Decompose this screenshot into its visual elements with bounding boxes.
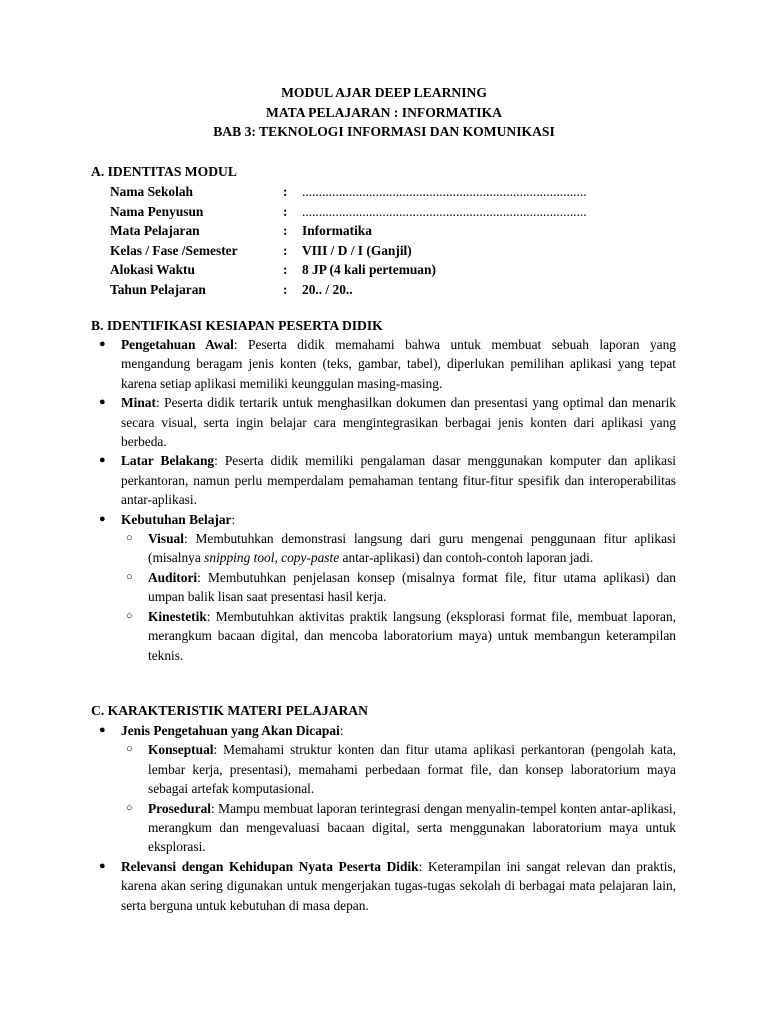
section-b-list	[99, 335, 676, 665]
document-header	[0, 83, 768, 142]
row-label: Nama Penyusun	[110, 203, 204, 219]
circle-bullet-icon: ○	[126, 570, 133, 583]
item-label: Pengetahuan Awal	[121, 337, 234, 352]
item-text: : Memahami struktur konten dan fitur utama aplikasi perkantoran (pengolah kata, lembar kerja, presentasi), memahami perbedaan format file, dan konsep laboratorium maya sebagai artefak komputasional.	[148, 742, 676, 797]
row-value: Informatika	[302, 223, 372, 238]
item-text: : Peserta didik memiliki pengalaman dasar menggunakan komputer dan aplikasi perkantoran, namun perlu memperdalam pemahaman tentang fitur-fitur spesifik dan interoperabilitas antar-aplikasi.	[121, 453, 676, 508]
bullet-icon: ●	[99, 454, 106, 467]
item-text: : Membutuhkan aktivitas praktik langsung (eksplorasi format file, membuat laporan, merangkum bacaan digital, dan mencoba laboratorium maya) untuk membangun keterampilan teknis.	[148, 608, 676, 663]
header-title: MODUL AJAR DEEP LEARNING	[281, 85, 487, 100]
section-c-list	[99, 721, 676, 915]
list-item-jenis	[99, 721, 676, 740]
section-c-title: C. KARAKTERISTIK MATERI PELAJARAN	[91, 703, 368, 718]
item-label: Jenis Pengetahuan yang Akan Dicapai	[121, 723, 340, 738]
item-text: antar-aplikasi) dan contoh-contoh laporan jadi.	[339, 550, 594, 566]
item-label: Kinestetik	[148, 608, 207, 624]
bullet-icon: ●	[99, 396, 106, 409]
bullet-icon: ●	[99, 512, 106, 525]
row-value: VIII / D / I (Ganjil)	[302, 242, 412, 258]
header-chapter: BAB 3: TEKNOLOGI INFORMASI DAN KOMUNIKASI	[213, 124, 555, 139]
row-value: .....................................................................................	[302, 203, 587, 219]
row-colon: :	[283, 223, 288, 238]
item-label: Visual	[148, 531, 184, 547]
bullet-icon: ●	[99, 724, 106, 736]
item-label: Konseptual	[148, 742, 214, 758]
item-text: : Membutuhkan penjelasan konsep (misalnya format file, fitur utama aplikasi) dan umpan balik lisan saat presentasi hasil kerja.	[148, 569, 676, 605]
sub-item-konseptual	[126, 740, 676, 798]
item-label: Prosedural	[148, 800, 211, 816]
row-label: Nama Sekolah	[110, 184, 193, 199]
bullet-icon: ●	[99, 338, 106, 350]
item-text: :	[231, 511, 236, 527]
row-colon: :	[283, 184, 288, 199]
list-item-kebutuhan	[99, 510, 676, 529]
sub-item-visual	[126, 529, 676, 568]
list-item-pengetahuan	[99, 335, 676, 393]
row-value: 20.. / 20..	[302, 281, 353, 297]
bullet-icon: ●	[99, 859, 106, 872]
list-item-latar	[99, 451, 676, 509]
circle-bullet-icon: ○	[126, 801, 133, 814]
item-text: : Keterampilan ini sangat relevan dan praktis, karena akan sering digunakan untuk mengerjakan tugas-tugas sekolah di berbagai mata pelajaran lain, serta berguna untuk kebutuhan di masa depan.	[121, 858, 676, 913]
row-colon: :	[283, 262, 288, 277]
list-item-relevansi	[99, 857, 676, 915]
circle-bullet-icon: ○	[126, 609, 133, 622]
item-text: : Mampu membuat laporan terintegrasi dengan menyalin-tempel konten antar-aplikasi, merangkum dan mengevaluasi bacaan digital, serta menggunakan laboratorium maya untuk eksplorasi.	[148, 800, 676, 855]
row-label: Alokasi Waktu	[110, 262, 195, 277]
row-colon: :	[283, 281, 288, 297]
item-label: Relevansi dengan Kehidupan Nyata Peserta Didik	[121, 858, 419, 874]
row-colon: :	[283, 242, 288, 258]
item-text: : Peserta didik tertarik untuk menghasilkan dokumen dan presentasi yang optimal dan menarik secara visual, serta ingin belajar cara mengintegrasikan berbagai jenis konten dari aplikasi yang berbeda.	[121, 395, 676, 450]
row-colon: :	[283, 203, 288, 219]
item-label: Latar Belakang	[121, 453, 215, 469]
sub-item-kinestetik	[126, 607, 676, 665]
circle-bullet-icon: ○	[126, 743, 133, 756]
row-label: Mata Pelajaran	[110, 223, 200, 238]
item-text: : Membutuhkan demonstrasi langsung dari guru mengenai penggunaan fitur aplikasi (misalnya	[148, 531, 676, 566]
item-text: : Peserta didik memahami bahwa untuk membuat sebuah laporan yang mengandung beragam jenis konten (teks, gambar, tabel), diperlukan pemilihan aplikasi yang tepat karena setiap aplikasi memiliki keunggulan masing-masing.	[121, 337, 676, 391]
item-label: Minat	[121, 395, 156, 411]
circle-bullet-icon: ○	[126, 532, 133, 545]
row-label: Tahun Pelajaran	[110, 281, 206, 297]
sub-item-auditori	[126, 568, 676, 607]
row-value: .....................................................................................	[302, 184, 587, 199]
row-label: Kelas / Fase /Semester	[110, 242, 238, 258]
sub-item-prosedural	[126, 799, 676, 857]
item-label: Kebutuhan Belajar	[121, 511, 232, 527]
list-item-minat	[99, 393, 676, 451]
item-text: :	[339, 723, 344, 738]
item-label: Auditori	[148, 569, 198, 585]
section-a-title: A. IDENTITAS MODUL	[91, 164, 237, 179]
header-subject: MATA PELAJARAN : INFORMATIKA	[266, 104, 502, 120]
section-b-title: B. IDENTIFIKASI KESIAPAN PESERTA DIDIK	[91, 318, 383, 333]
item-italic-text: snipping tool, copy-paste	[204, 550, 340, 566]
row-value: 8 JP (4 kali pertemuan)	[302, 262, 436, 277]
